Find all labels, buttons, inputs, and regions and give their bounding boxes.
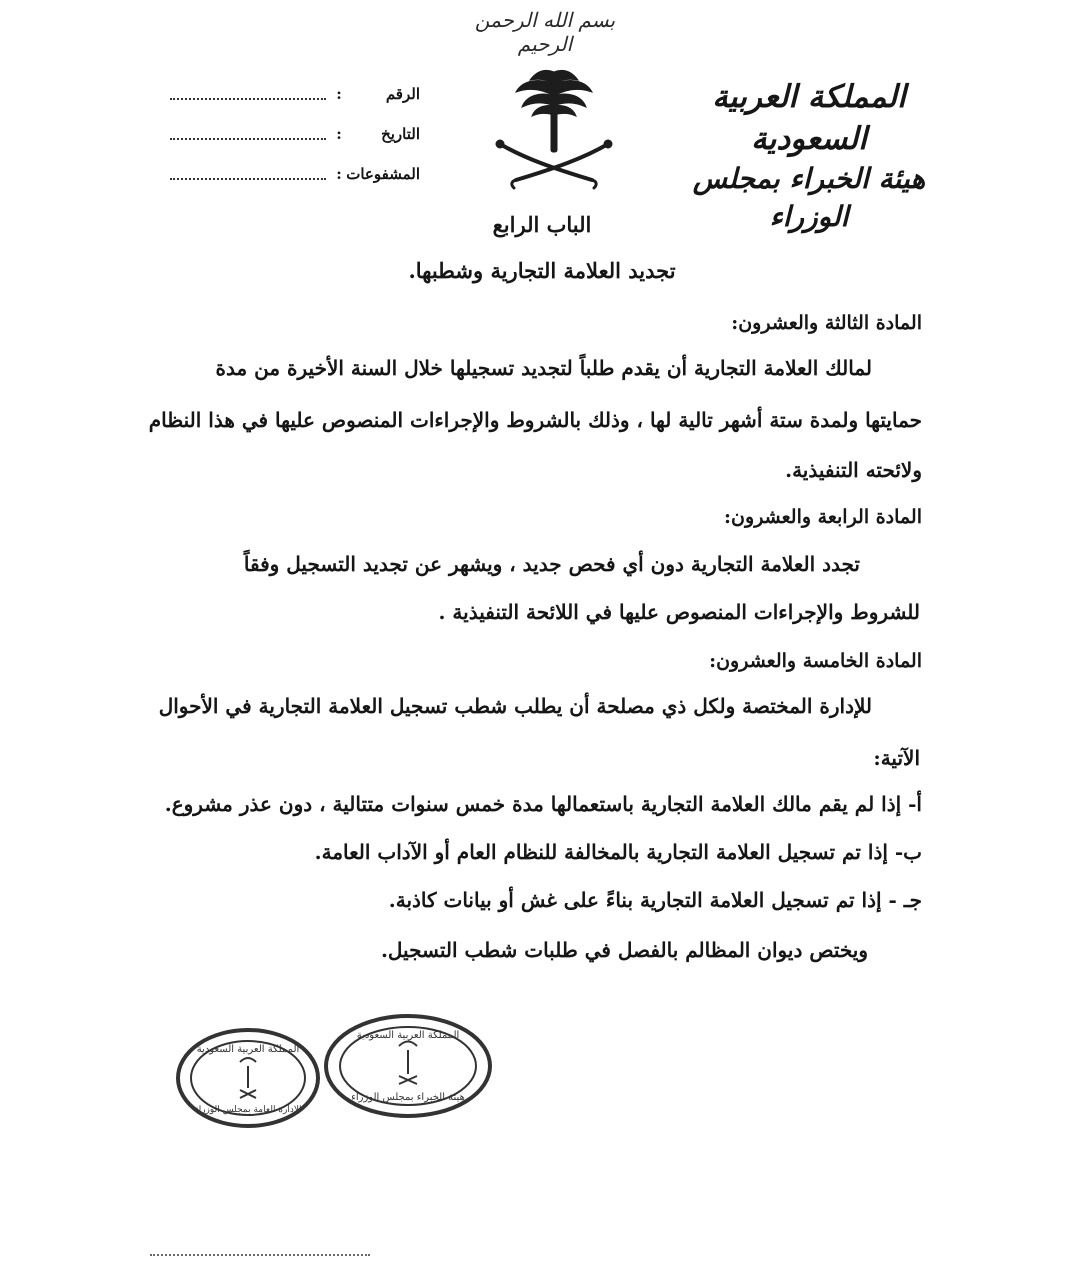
chapter-title: الباب الرابع <box>492 212 592 237</box>
date-label: التاريخ <box>381 125 420 143</box>
official-stamps <box>170 1008 500 1138</box>
colon: : <box>336 165 342 183</box>
reference-fields <box>170 74 420 194</box>
chapter-subtitle: تجديد العلامة التجارية وشطبها. <box>408 258 676 283</box>
stamp-left-top-text: المملكة العربية السعودية <box>196 1044 300 1055</box>
kingdom-name: المملكة العربية السعودية <box>712 79 906 157</box>
stamp-right-bottom-text: هيئة الخبراء بمجلس الوزراء <box>351 1092 465 1103</box>
article-23-heading: المادة الثالثة والعشرون: <box>731 312 922 334</box>
basmala: بسم الله الرحمن الرحيم <box>474 8 616 56</box>
dotted-line <box>170 128 326 140</box>
dotted-line <box>170 88 326 100</box>
authority-name: هيئة الخبراء بمجلس الوزراء <box>692 162 926 233</box>
article-24-heading: المادة الرابعة والعشرون: <box>724 506 922 528</box>
number-field <box>170 74 420 114</box>
article-25-item-c: جـ - إذا تم تسجيل العلامة التجارية بناءً على غش أو بيانات كاذبة. <box>388 888 922 912</box>
article-25-closing: ويختص ديوان المظالم بالفصل في طلبات شطب التسجيل. <box>380 938 868 962</box>
colon: : <box>336 85 342 103</box>
article-23-line-1: لمالك العلامة التجارية أن يقدم طلباً لتجديد تسجيلها خلال السنة الأخيرة من مدة <box>215 356 872 380</box>
attachments-label: المشفوعات <box>346 165 420 183</box>
saudi-emblem-icon <box>492 62 616 194</box>
colon: : <box>336 125 342 143</box>
footer-marks <box>150 1254 370 1264</box>
attachments-field <box>170 154 420 194</box>
article-24-line-2: للشروط والإجراءات المنصوص عليها في اللائحة التنفيذية . <box>438 600 920 624</box>
article-25-heading: المادة الخامسة والعشرون: <box>709 650 922 672</box>
date-field <box>170 114 420 154</box>
article-25-line-1: للإدارة المختصة ولكل ذي مصلحة أن يطلب شطب تسجيل العلامة التجارية في الأحوال <box>158 694 872 718</box>
article-25-item-a: أ- إذا لم يقم مالك العلامة التجارية باستعمالها مدة خمس سنوات متتالية ، دون عذر مشروع. <box>164 792 922 816</box>
article-24-line-1: تجدد العلامة التجارية دون أي فحص جديد ، ويشهر عن تجديد التسجيل وفقاً <box>243 552 860 576</box>
number-label: الرقم <box>385 85 420 103</box>
stamp-left-bottom-text: الإدارة العامة بمجلس الوزراء <box>194 1105 302 1115</box>
dotted-line <box>170 168 326 180</box>
article-25-item-b: ب- إذا تم تسجيل العلامة التجارية بالمخالفة للنظام العام أو الآداب العامة. <box>314 840 922 864</box>
article-23-line-3: ولائحته التنفيذية. <box>785 458 922 482</box>
stamp-right-top-text: المملكة العربية السعودية <box>356 1030 460 1041</box>
article-25-line-2: الآتية: <box>873 746 920 770</box>
article-23-line-2: حمايتها ولمدة ستة أشهر تالية لها ، وذلك بالشروط والإجراءات المنصوص عليها في هذا النظام <box>148 408 922 432</box>
